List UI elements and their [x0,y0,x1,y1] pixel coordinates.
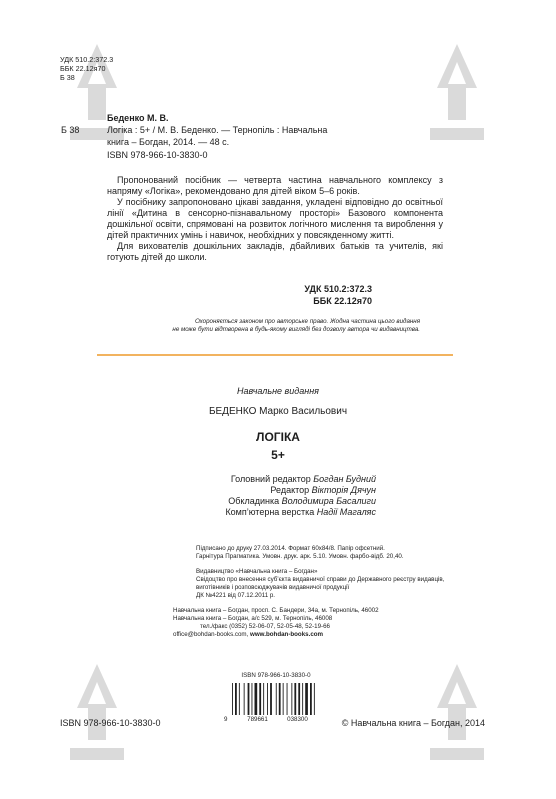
book-title: ЛОГІКА [256,430,300,444]
copyright-notice-line: Охороняється законом про авторське право. Жодна частина цього видання [194,318,420,325]
email-link[interactable]: office@bohdan-books.com [173,631,247,638]
catalog-udk: УДК 510.2:372.3 [60,55,114,64]
annotation-udk: УДК 510.2:372.3 [304,284,372,294]
publisher-line: Видавництво «Навчальна книга – Богдан» [196,568,318,575]
author-heading: Беденко М. В. [107,113,169,123]
footer-copyright: © Навчальна книга – Богдан, 2014 [341,718,485,728]
credit-row [150,474,376,485]
publisher-line: виготівників і розповсюджувачів видавничої продукції [196,584,350,591]
barcode-bar [235,683,237,715]
barcode-bar [239,683,240,715]
credit-name: Надії Магаляс [316,507,376,517]
credit-role: Головний редактор [230,474,311,484]
credit-name: Богдан Будний [313,474,376,484]
catalog-code: Б 38 [60,73,75,82]
barcode-bar [291,683,292,715]
address-line: Навчальна книга – Богдан, просп. С. Бандери, 34а, м. Тернопіль, 46002 [173,607,379,614]
barcode-bar [310,683,312,715]
barcode-bar [305,683,308,715]
credit-row [150,507,376,518]
footer-isbn: ISBN 978-966-10-3830-0 [60,718,161,728]
barcode-bar [276,683,277,715]
catalog-block [60,55,113,82]
bib-line-2: книга – Богдан, 2014. — 48 с. [107,137,230,147]
phone-line: тел./факс (0352) 52-06-07, 52-05-48, 52-19-66 [200,623,330,630]
barcode-bar [298,683,300,715]
edition-type: Навчальне видання [237,386,319,396]
barcode-bar [252,683,253,715]
barcode-isbn: ISBN 978-966-10-3830-0 [241,672,311,679]
copyright-notice [120,318,420,334]
barcode-bar [259,683,261,715]
barcode-bar [279,683,281,715]
barcode-digits-right: 038300 [280,716,315,724]
watermark-icon [62,660,132,770]
barcode-bar [267,683,268,715]
publisher-address [173,607,453,639]
author-full-name: БЕДЕНКО Марко Васильович [208,406,348,417]
contact-line: office@bohdan-books.com, www.bohdan-books.com [173,631,324,638]
print-info-line: Підписано до друку 27.03.2014. Формат 60х84/8. Папір офсетний. [196,545,385,552]
credit-name: Вікторія Дячун [311,485,376,495]
credits [150,474,376,518]
print-info [196,545,456,561]
barcode-bar [263,683,264,715]
barcode-bar [255,683,258,715]
barcode-bar [314,683,315,715]
annotation-paragraph: Для вихователів дошкільних закладів, дбайливих батьків та учителів, які готують дітей до школи. [107,241,443,262]
address-line: Навчальна книга – Богдан, а/с 529, м. Тернопіль, 46008 [173,615,333,622]
copyright-notice-line: не може бути відтворена в будь-якому вигляді без дозволу автора чи видавництва. [172,326,420,333]
credit-role: Комп’ютерна верстка [225,507,315,517]
annotation-bbk: ББК 22.12я70 [313,296,372,306]
annotation-paragraph: У посібнику запропоновано цікаві завдання, укладені відповідно до освітньої лінії «Дитина в сенсорно-пізнавальному просторі» Базового компонента дошкільної освіти, спрямовані на розвиток логічного мислення та вироблення у дітей практичних умінь і навичок, необхідних у повсякденному житті. [107,197,443,240]
publisher-line: Свідоцтво про внесення суб’єкта видавничої справи до Державного реєстру видавців, [196,576,445,583]
barcode-bar [302,683,303,715]
bib-line-1: Логіка : 5+ / М. В. Беденко. — Тернопіль : Навчальна [107,125,328,135]
credit-row [150,496,376,507]
barcode-digits-left: 789661 [240,716,275,724]
watermark-icon [422,660,492,770]
credit-role: Обкладинка [228,496,280,506]
credit-name: Володимира Басалиги [281,496,376,506]
publisher-info [196,568,456,600]
barcode-bar [287,683,288,715]
catalog-bbk: ББК 22.12я70 [60,64,106,73]
barcode-bar [283,683,284,715]
barcode-bar [248,683,250,715]
section-divider [97,354,453,356]
credit-row [150,485,376,496]
book-subtitle: 5+ [271,448,285,462]
barcode-digit-first: 9 [224,716,228,723]
website-link[interactable]: www.bohdan-books.com [250,631,324,638]
annotation-paragraph: Пропонований посібник — четверта частина навчального комплексу з напряму «Логіка», рекомендовано для дітей віком 5–6 років. [107,175,443,196]
barcode-bar [294,683,296,715]
annotation [107,175,443,263]
publisher-line: ДК №4221 від 07.12.2011 р. [196,592,276,599]
bib-isbn: ISBN 978-966-10-3830-0 [107,150,208,160]
barcode-bar [232,683,233,715]
barcode-bar [270,683,272,715]
print-info-line: Гарнітура Прагматика. Умовн. друк. арк. 5.10. Умовн. фарбо-відб. 20,40. [196,553,404,560]
credit-role: Редактор [270,485,310,495]
bib-code: Б 38 [61,125,80,135]
barcode-bar [244,683,245,715]
